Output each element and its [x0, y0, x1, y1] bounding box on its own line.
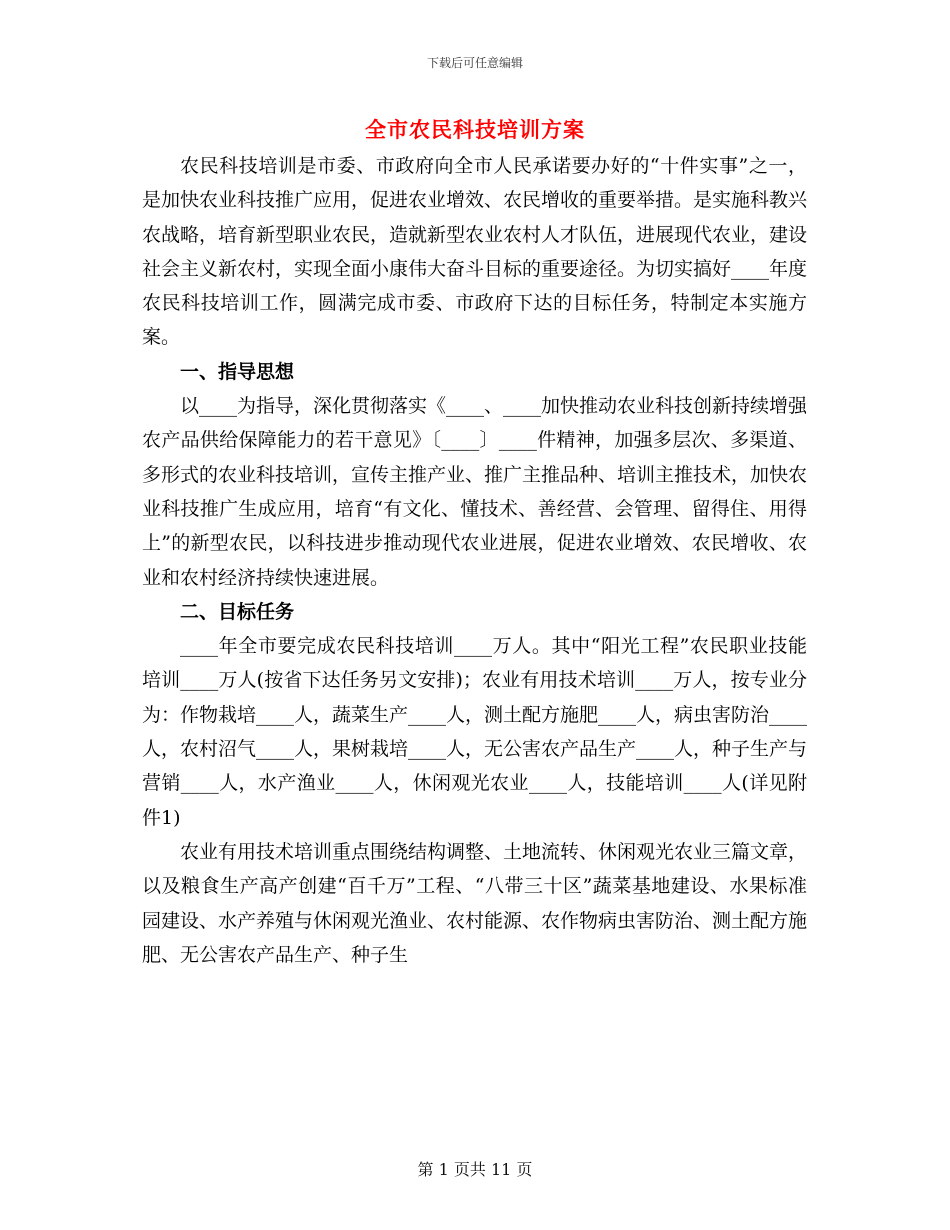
section-heading-targets: 二、目标任务	[180, 600, 295, 623]
targets-paragraph-2: 农业有用技术培训重点围绕结构调整、土地流转、休闲观光农业三篇文章，以及粮食生产高产创建“百千万”工程、“八带三十区”蔬菜基地建设、水果标准园建设、水产养殖与休闲观光渔业、农村能源、农作物病虫害防治、测土配方施肥、无公害农产品生产、种子生	[142, 840, 808, 966]
document-title: 全市农民科技培训方案	[365, 117, 585, 142]
intro-paragraph: 农民科技培训是市委、市政府向全市人民承诺要办好的“十件实事”之一，是加快农业科技推广应用，促进农业增效、农民增收的重要举措。是实施科教兴农战略，培育新型职业农民，造就新型农业农村人才队伍，进展现代农业，建设社会主义新农村，实现全面小康伟大奋斗目标的重要途径。为切实搞好____年度农民科技培训工作，圆满完成市委、市政府下达的目标任务，特制定本实施方案。	[142, 155, 808, 349]
guiding-ideology-paragraph: 以____为指导，深化贯彻落实《____、____加快推动农业科技创新持续增强农产品供给保障能力的若干意见》〔____〕____件精神，加强多层次、多渠道、多形式的农业科技培训，宣传主推产业、推广主推品种、培训主推技术，加快农业科技推广生成应用，培育“有文化、懂技术、善经营、会管理、留得住、用得上”的新型农民，以科技进步推动现代农业进展，促进农业增效、农民增收、农业和农村经济持续快速进展。	[142, 395, 808, 589]
document-body	[142, 149, 807, 972]
section-heading-guiding-ideology: 一、指导思想	[180, 360, 295, 383]
page-number: 第 1 页共 11 页	[417, 1160, 533, 1179]
header-note: 下载后可任意编辑	[426, 56, 523, 70]
targets-paragraph-1: ____年全市要完成农民科技培训____万人。其中“阳光工程”农民职业技能培训____万人(按省下达任务另文安排)；农业有用技术培训____万人，按专业分为：作物栽培____人，蔬菜生产____人，测土配方施肥____人，病虫害防治____人，农村沼气____人，果树栽培____人，无公害农产品生产____人，种子生产与营销____人，水产渔业____人，休闲观光农业____人，技能培训____人(详见附件1)	[142, 635, 808, 829]
